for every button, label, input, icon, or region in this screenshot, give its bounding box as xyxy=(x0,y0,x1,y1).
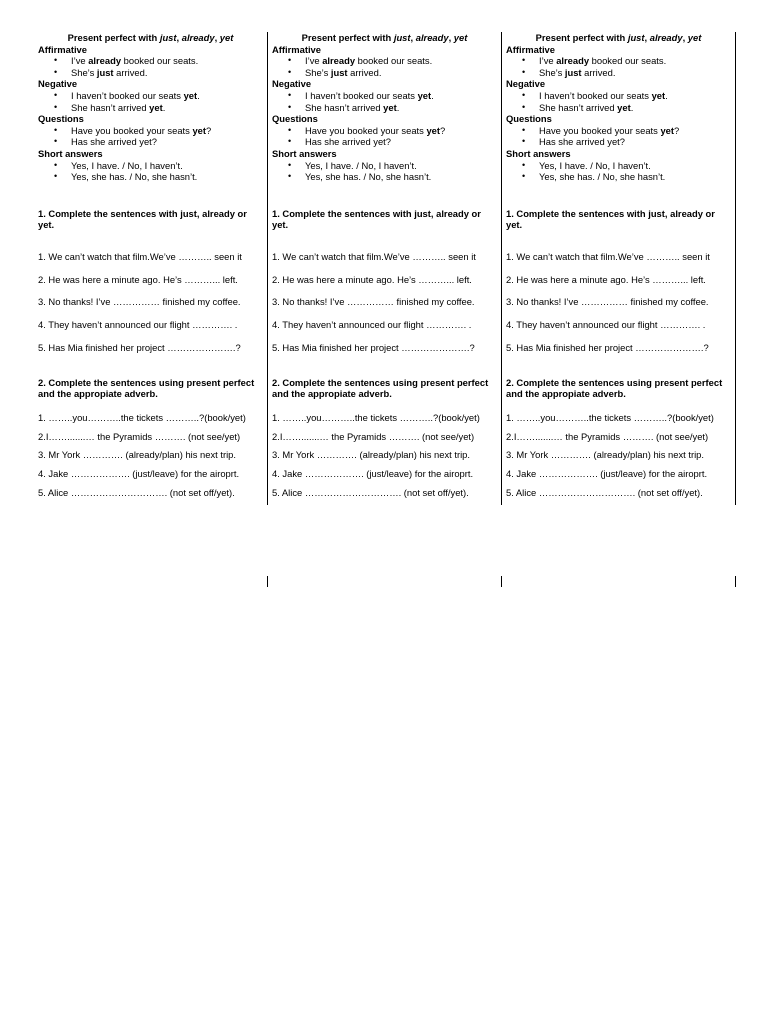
exercise-2-title: 2. Complete the sentences using present perfect and the appropiate adverb. xyxy=(506,377,723,400)
exercise-1-item: 1. We can’t watch that film.We’ve ……….. seen it xyxy=(38,251,242,262)
exercise-1-item: 4. They haven’t announced our flight …………. . xyxy=(38,319,238,330)
grammar-heading: Short answers xyxy=(506,147,571,159)
worksheet-title: Present perfect with just, already, yet xyxy=(535,32,702,43)
cut-mark xyxy=(735,576,736,587)
example-list xyxy=(272,125,497,148)
exercise-1-item: 4. They haven’t announced our flight …………. . xyxy=(272,319,472,330)
exercise-1-item: 2. He was here a minute ago. He’s ………... left. xyxy=(38,274,238,285)
worksheet-column xyxy=(272,32,497,505)
exercise-2-item: 4. Jake ………………. (just/leave) for the airoprt. xyxy=(38,468,240,479)
example-sentence: • She hasn’t arrived yet. xyxy=(272,102,497,114)
exercise-2-item: 1. ……..you………..the tickets ………..?(book/yet) xyxy=(272,412,480,423)
example-list xyxy=(38,160,263,183)
worksheet-column xyxy=(506,32,731,505)
example-list xyxy=(272,55,497,78)
column-divider xyxy=(735,32,736,505)
example-sentence: • Yes, I have. / No, I haven’t. xyxy=(506,160,731,172)
exercise-1-item: 5. Has Mia finished her project ………………….? xyxy=(506,342,709,353)
column-divider xyxy=(267,32,268,505)
grammar-heading: Negative xyxy=(38,78,78,90)
grammar-heading: Questions xyxy=(272,113,318,125)
grammar-box xyxy=(506,44,731,183)
example-sentence: • She hasn’t arrived yet. xyxy=(38,102,263,114)
example-list xyxy=(38,125,263,148)
example-sentence: • Has she arrived yet? xyxy=(272,136,497,148)
exercise-2-item: 2.I…….......… the Pyramids ………. (not see/yet) xyxy=(38,431,241,442)
cut-mark xyxy=(501,576,502,587)
grammar-heading: Affirmative xyxy=(38,43,87,55)
exercise-2-item: 5. Alice …………………………. (not set off/yet). xyxy=(272,487,469,498)
grammar-heading: Affirmative xyxy=(272,43,321,55)
exercise-2-item: 4. Jake ………………. (just/leave) for the airoprt. xyxy=(272,468,474,479)
example-sentence: • Have you booked your seats yet? xyxy=(38,125,263,137)
exercise-2-item: 5. Alice …………………………. (not set off/yet). xyxy=(506,487,703,498)
exercise-1-item: 2. He was here a minute ago. He’s ………... left. xyxy=(506,274,706,285)
example-sentence: • Yes, she has. / No, she hasn’t. xyxy=(38,171,263,183)
exercise-1-item: 3. No thanks! I’ve …………… finished my coffee. xyxy=(506,296,709,307)
example-sentence: • I’ve already booked our seats. xyxy=(38,55,263,67)
exercise-1-item: 5. Has Mia finished her project ………………….? xyxy=(38,342,241,353)
grammar-heading: Short answers xyxy=(272,147,337,159)
exercise-1-item: 4. They haven’t announced our flight …………. . xyxy=(506,319,706,330)
cut-mark xyxy=(267,576,268,587)
example-sentence: • She’s just arrived. xyxy=(506,67,731,79)
example-sentence: • Has she arrived yet? xyxy=(506,136,731,148)
exercise-1-item: 1. We can’t watch that film.We’ve ……….. seen it xyxy=(272,251,476,262)
example-sentence: • I’ve already booked our seats. xyxy=(506,55,731,67)
exercise-1-item: 5. Has Mia finished her project ………………….? xyxy=(272,342,475,353)
exercise-2-title: 2. Complete the sentences using present perfect and the appropiate adverb. xyxy=(38,377,255,400)
exercise-2-item: 2.I…….......… the Pyramids ………. (not see/yet) xyxy=(272,431,475,442)
exercise-2-item: 3. Mr York …………. (already/plan) his next trip. xyxy=(272,449,470,460)
example-list xyxy=(272,160,497,183)
worksheet-title: Present perfect with just, already, yet xyxy=(67,32,234,43)
exercise-1-item: 3. No thanks! I’ve …………… finished my coffee. xyxy=(38,296,241,307)
example-list xyxy=(506,90,731,113)
exercise-1-title: 1. Complete the sentences with just, already or yet. xyxy=(272,208,481,231)
example-sentence: • Have you booked your seats yet? xyxy=(272,125,497,137)
example-list xyxy=(506,55,731,78)
grammar-heading: Negative xyxy=(272,78,312,90)
example-list xyxy=(506,125,731,148)
grammar-box xyxy=(38,44,263,183)
example-sentence: • Yes, she has. / No, she hasn’t. xyxy=(272,171,497,183)
example-list xyxy=(38,90,263,113)
example-sentence: • Yes, I have. / No, I haven’t. xyxy=(38,160,263,172)
exercise-1-title: 1. Complete the sentences with just, already or yet. xyxy=(38,208,247,231)
example-sentence: • Has she arrived yet? xyxy=(38,136,263,148)
grammar-heading: Negative xyxy=(506,78,546,90)
example-sentence: • She’s just arrived. xyxy=(272,67,497,79)
grammar-heading: Questions xyxy=(506,113,552,125)
worksheet-column xyxy=(38,32,263,505)
exercise-2-item: 1. ……..you………..the tickets ………..?(book/yet) xyxy=(506,412,714,423)
example-list xyxy=(272,90,497,113)
exercise-2-item: 5. Alice …………………………. (not set off/yet). xyxy=(38,487,235,498)
exercise-1-item: 1. We can’t watch that film.We’ve ……….. seen it xyxy=(506,251,710,262)
exercise-1-title: 1. Complete the sentences with just, already or yet. xyxy=(506,208,715,231)
grammar-heading: Affirmative xyxy=(506,43,555,55)
exercise-2-item: 3. Mr York …………. (already/plan) his next trip. xyxy=(38,449,236,460)
example-sentence: • She hasn’t arrived yet. xyxy=(506,102,731,114)
example-sentence: • Have you booked your seats yet? xyxy=(506,125,731,137)
example-sentence: • Yes, I have. / No, I haven’t. xyxy=(272,160,497,172)
grammar-heading: Short answers xyxy=(38,147,103,159)
grammar-heading: Questions xyxy=(38,113,84,125)
exercise-2-item: 1. ……..you………..the tickets ………..?(book/yet) xyxy=(38,412,246,423)
example-list xyxy=(506,160,731,183)
example-sentence: • She’s just arrived. xyxy=(38,67,263,79)
example-sentence: • I’ve already booked our seats. xyxy=(272,55,497,67)
column-divider xyxy=(501,32,502,505)
exercise-1-item: 3. No thanks! I’ve …………… finished my coffee. xyxy=(272,296,475,307)
exercise-2-title: 2. Complete the sentences using present perfect and the appropiate adverb. xyxy=(272,377,489,400)
example-sentence: • I haven’t booked our seats yet. xyxy=(506,90,731,102)
example-sentence: • I haven’t booked our seats yet. xyxy=(38,90,263,102)
worksheet-title: Present perfect with just, already, yet xyxy=(301,32,468,43)
example-sentence: • I haven’t booked our seats yet. xyxy=(272,90,497,102)
exercise-2-item: 3. Mr York …………. (already/plan) his next trip. xyxy=(506,449,704,460)
example-list xyxy=(38,55,263,78)
exercise-1-item: 2. He was here a minute ago. He’s ………... left. xyxy=(272,274,472,285)
example-sentence: • Yes, she has. / No, she hasn’t. xyxy=(506,171,731,183)
exercise-2-item: 2.I…….......… the Pyramids ………. (not see/yet) xyxy=(506,431,709,442)
exercise-2-item: 4. Jake ………………. (just/leave) for the airoprt. xyxy=(506,468,708,479)
grammar-box xyxy=(272,44,497,183)
